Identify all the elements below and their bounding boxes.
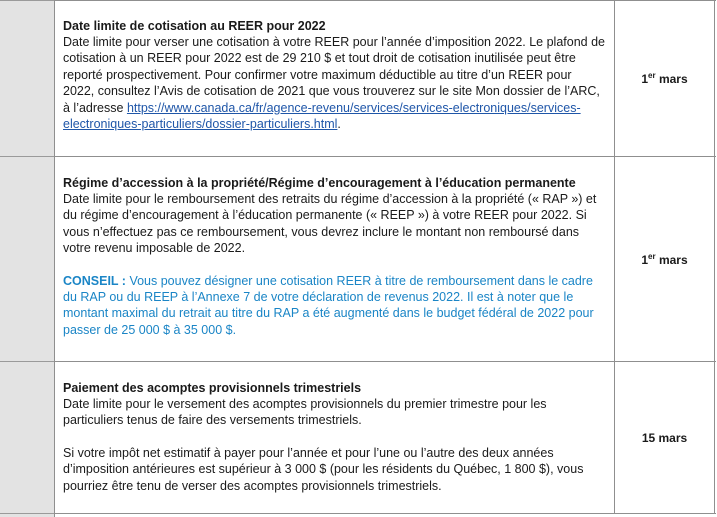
row-title: Date limite de cotisation au REER pour 2022 [63,19,326,33]
row-date-cell [615,1,715,157]
row-title: Régime d’accession à la propriété/Régime d’encouragement à l’éducation permanente [63,176,576,190]
row-description-cell [55,157,615,362]
arc-link[interactable]: https://www.canada.ca/fr/agence-revenu/services/services-electroniques/services-electroniques-particuliers/dossier-particuliers.html [63,100,581,132]
left-margin-column [0,0,55,517]
row-description-cell [55,1,615,157]
divider [0,513,54,514]
row-body [63,34,606,132]
table-row [55,156,716,362]
date-label: 1er mars [641,251,688,267]
row-body: Date limite pour le remboursement des retraits du régime d’accession à la propriété (« RAP ») et du régime d’encouragement à l’éducation permanente (« REEP ») à votre REER pour 2022. Si vous n’effectuez pas ce remboursement, vous devrez inclure le montant non remboursé dans votre revenu imposable de 2022. [63,192,597,256]
divider [0,156,54,157]
row-description-cell [55,362,615,513]
divider [0,361,54,362]
date-label: 1er mars [641,71,688,86]
row-date-cell [615,157,715,362]
link-suffix: . [337,117,341,132]
deadline-table [55,0,716,517]
tip-text: Vous pouvez désigner une cotisation REER à titre de remboursement dans le cadre du RAP ou du REEP à l’Annexe 7 de votre déclaration de revenus 2022. Il est à noter que le montant maximal du retrait au titre du RAP a été augmenté dans le budget fédéral de 2022 pour passer de 25 000 $ à 35 000 $. [63,273,594,337]
table-row [55,0,716,157]
date-label: 15 mars [641,430,688,445]
tip-paragraph [63,273,606,339]
row-body-text: Date limite pour verser une cotisation à votre REER pour l’année d’imposition 2022. Le plafond de cotisation à un REER pour 2022 est de 29 210 $ et tout droit de cotisation inutilisée peut être reporté prospectivement. Pour confirmer votre maximum déductible au titre d’un REER pour 2022, consultez l’Avis de cotisation de 2021 que vous trouverez sur le site Mon dossier de l’ARC, à l’adresse [63,35,605,115]
row-body-secondary: Si votre impôt net estimatif à payer pour l’année et pour l’une ou l’autre des deux années d’imposition antérieures est supérieur à 3 000 $ (pour les résidents du Québec, 1 800 $), vous pourriez être tenu de verser des acomptes provisionnels trimestriels. [63,445,584,493]
tip-label: CONSEIL : [63,273,126,288]
row-date-cell [615,362,715,513]
row-title: Paiement des acomptes provisionnels trimestriels [63,381,362,395]
row-body: Date limite pour le versement des acomptes provisionnels du premier trimestre pour les particuliers tenus de faire des versements trimestriels. [63,397,547,428]
divider [0,0,54,1]
table-row [55,361,716,514]
